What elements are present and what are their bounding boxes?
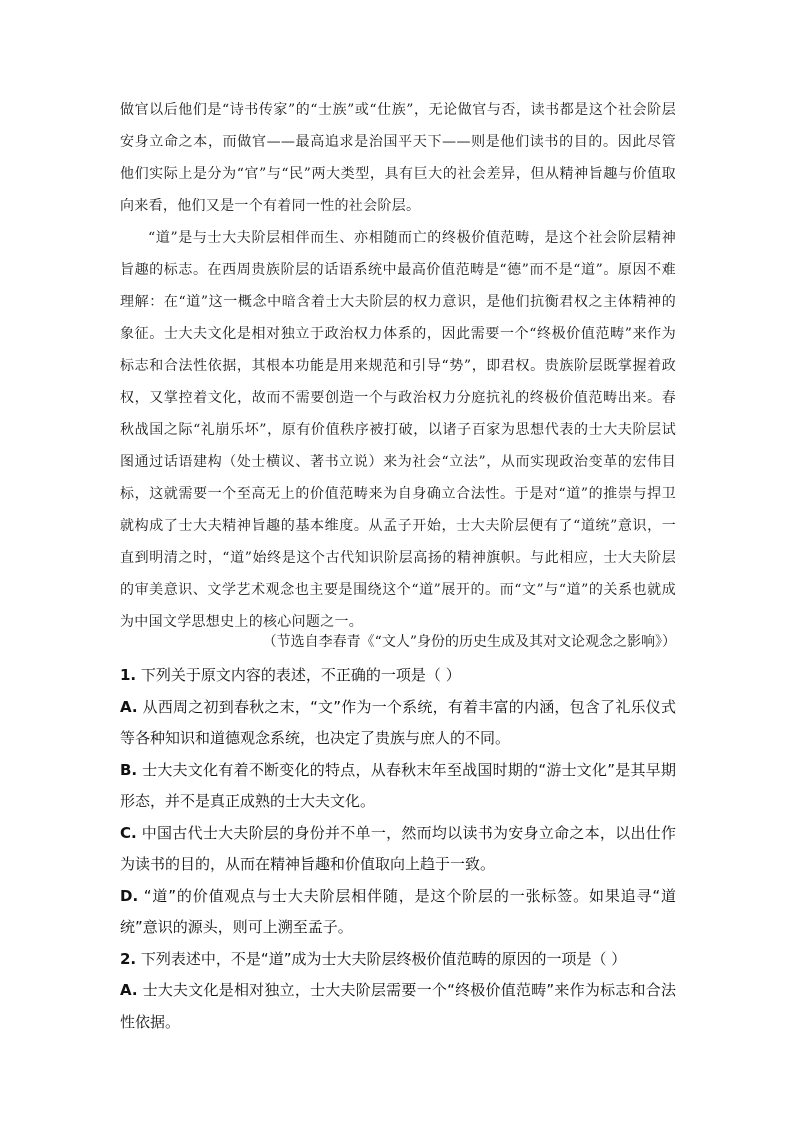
option-text: 从西周之初到春秋之末，“文”作为一个系统，有着丰富的内涵，包含了礼乐仪式等各种知识和道德观念系统，也决定了贵族与庶人的不同。: [120, 697, 676, 747]
question-2-text: 下列表述中，不是“道”成为士大夫阶层终极价值范畴的原因的一项是（ ）: [140, 949, 627, 968]
option-text: 士大夫文化有着不断变化的特点，从春秋末年至战国时期的“游士文化”是其早期形态，并不是真正成熟的士大夫文化。: [120, 760, 676, 810]
passage-paragraph-2: “道”是与士大夫阶层相伴而生、亦相随而亡的终极价值范畴，是这个社会阶层精神旨趣的标志。在西周贵族阶层的话语系统中最高价值范畴是“德”而不是“道”。原因不难理解：在“道”这一概念中暗含着士大夫阶层的权力意识，是他们抗衡君权之主体精神的象征。士大夫文化是相对独立于政治权力体系的，因此需要一个“终极价值范畴”来作为标志和合法性依据，其根本功能是用来规范和引导“势”，即君权。贵族阶层既掌握着政权，又掌控着文化，故而不需要创造一个与政治权力分庭抗礼的终极价值范畴出来。春秋战国之际“礼崩乐坏”，原有价值秩序被打破，以诸子百家为思想代表的士大夫阶层试图通过话语建构（处士横议、著书立说）来为社会“立法”，从而实现政治变革的宏伟目标，这就需要一个至高无上的价值范畴来为自身确立合法性。于是对“道”的推崇与捍卫就构成了士大夫精神旨趣的基本维度。从孟子开始，士大夫阶层便有了“道统”意识，一直到明清之时，“道”始终是这个古代知识阶层高扬的精神旗帜。与此相应，士大夫阶层的审美意识、文学艺术观念也主要是围绕这个“道”展开的。而“文”与“道”的关系也就成为中国文学思想史上的核心问题之一。: [120, 230, 676, 630]
question-section: [120, 660, 676, 1038]
question-1-text: 下列关于原文内容的表述，不正确的一项是（ ）: [140, 666, 461, 684]
question-1-option-d: [120, 881, 676, 944]
question-1-option-a: [120, 692, 676, 755]
option-key: D.: [120, 886, 139, 905]
passage-paragraph-1: 做官以后他们是“诗书传家”的“士族”或“仕族”，无论做官与否，读书都是这个社会阶层安身立命之本，而做官——最高追求是治国平天下——则是他们读书的目的。因此尽管他们实际上是分为“官”与“民”两大类型，具有巨大的社会差异，但从精神旨趣与价值取向来看，他们又是一个有着同一性的社会阶层。: [120, 102, 676, 214]
option-key: A.: [120, 981, 138, 999]
reading-passage: [120, 94, 676, 638]
option-text: 中国古代士大夫阶层的身份并不单一，然而均以读书为安身立命之本，以出仕作为读书的目的，从而在精神旨趣和价值取向上趋于一致。: [120, 823, 676, 873]
question-2-option-a: [120, 975, 676, 1038]
question-1-stem: [120, 660, 676, 692]
option-key: C.: [120, 823, 137, 842]
question-1-option-b: [120, 755, 676, 818]
question-2-number: 2.: [120, 949, 137, 968]
option-key: A.: [120, 697, 138, 716]
question-1-option-c: [120, 818, 676, 881]
option-text: 士大夫文化是相对独立，士大夫阶层需要一个“终极价值范畴”来作为标志和合法性依据。: [120, 981, 676, 1031]
option-text: “道”的价值观点与士大夫阶层相伴随，是这个阶层的一张标签。如果追寻“道统”意识的源头，则可上溯至孟子。: [120, 886, 676, 936]
option-key: B.: [120, 760, 138, 779]
question-2-stem: [120, 944, 676, 976]
question-1-number: 1.: [120, 666, 137, 684]
passage-source: （节选自李春青《“文人”身份的历史生成及其对文论观念之影响》）: [262, 634, 676, 650]
